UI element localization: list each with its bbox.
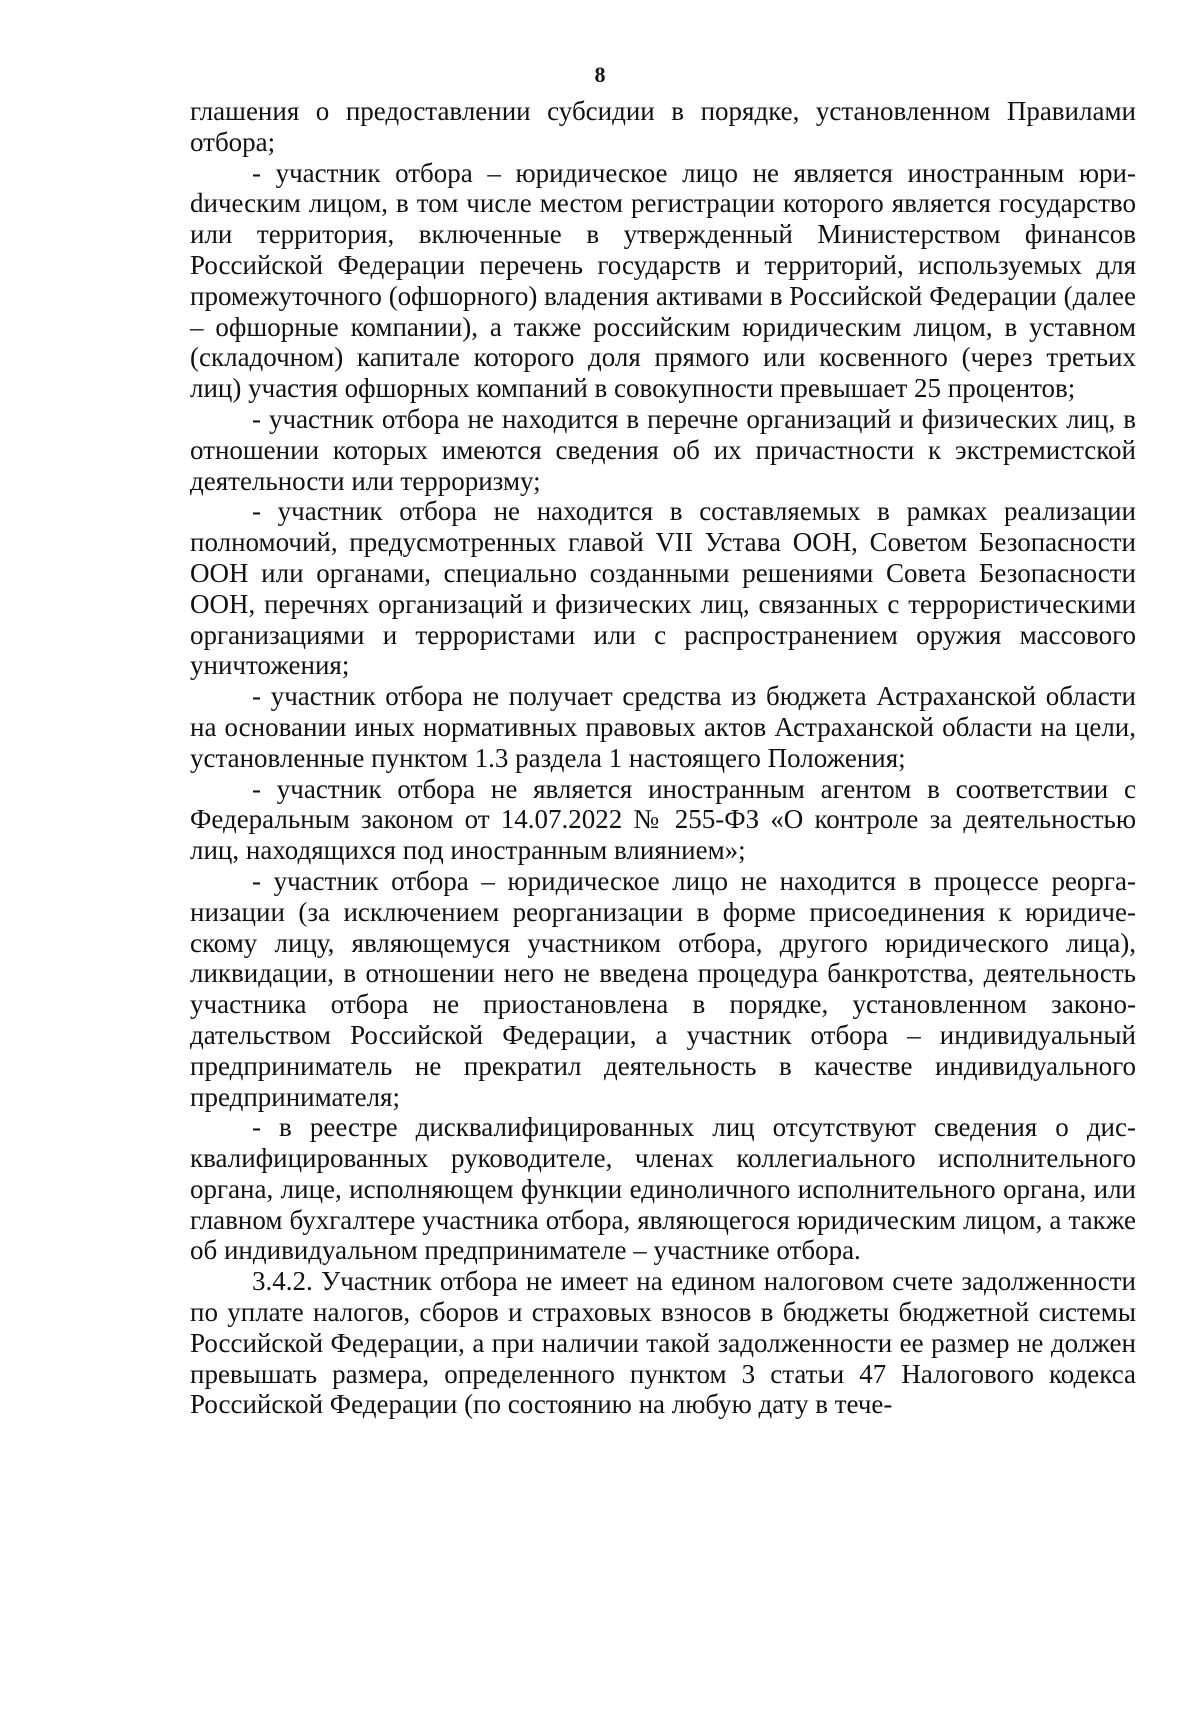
paragraph-disqualified-persons: - в реестре дисквалифицированных лиц отсутствуют сведения о дисквалифицированных руководителе, членах коллегиального исполнительного органа, лице, исполняющем функции единоличного исполнительного органа, или главном бухгалтере участника отбора, являющегося юридическим лицом, а также об индивидуальном предпринимателе – участнике отбора. <box>190 1112 1136 1266</box>
paragraph-un-sanctions-list: - участник отбора не находится в составляемых в рамках реализации полномочий, предусмотренных главой VII Устава ООН, Советом Безопасности ООН или органами, специально созданными решениями Совета Безопасности ООН, перечнях организаций и физических лиц, связанных с террористическими организациями и террористами или с распространением оружия массового уничтожения; <box>190 496 1136 681</box>
paragraph-offshore-requirement: - участник отбора – юридическое лицо не является иностранным юриdическим лицом, в том числе местом регистрации которого является государство или территория, включенные в утвержденный Министерством финансов Российской Федерации перечень государств и территорий, используемых для промежуточного (офшорного) владения активами в Российской Федерации (далее – офшорные компании), а также российским юридическим лицом, в уставном (складочном) капитале которого доля прямого или косвенного (через третьих лиц) участия офшорных компаний в совокупности превышает 25 процентов; <box>190 157 1136 404</box>
document-body <box>190 96 1136 1420</box>
paragraph-foreign-agent: - участник отбора не является иностранным агентом в соответствии с Федеральным законом от 14.07.2022 № 255-ФЗ «О контроле за деятельностью лиц, находящихся под иностранным влиянием»; <box>190 773 1136 866</box>
page-number: 8 <box>594 62 606 87</box>
paragraph-budget-funds: - участник отбора не получает средства из бюджета Астраханской области на основании иных нормативных правовых актов Астраханской области на цели, установленные пунктом 1.3 раздела 1 настоящего Положения; <box>190 681 1136 773</box>
paragraph-tax-debt: 3.4.2. Участник отбора не имеет на едином налоговом счете задолженности по уплате налогов, сборов и страховых взносов в бюджеты бюджетной системы Российской Федерации, а при наличии такой задолженности ее размер не должен превышать размера, определенного пунктом 3 статьи 47 Налогового кодекса Российской Федерации (по состоянию на любую дату в тече- <box>190 1266 1136 1420</box>
paragraph-reorganization: - участник отбора – юридическое лицо не находится в процессе реорганизации (за исключением реорганизации в форме присоединения к юридическому лицу, являющемуся участником отбора, другого юридического лица), ликвидации, в отношении него не введена процедура банкротства, деятельность участника отбора не приостановлена в порядке, установленном законодательством Российской Федерации, а участник отбора – индивидуальный предприниматель не прекратил деятельность в качестве индивидуального предпринимателя; <box>190 865 1136 1112</box>
paragraph-extremism-list: - участник отбора не находится в перечне организаций и физических лиц, в отношении которых имеются сведения об их причастности к экстремистской деятельности или терроризму; <box>190 403 1136 496</box>
paragraph-continuation: глашения о предоставлении субсидии в порядке, установленном Правилами отбора; <box>190 96 1136 157</box>
